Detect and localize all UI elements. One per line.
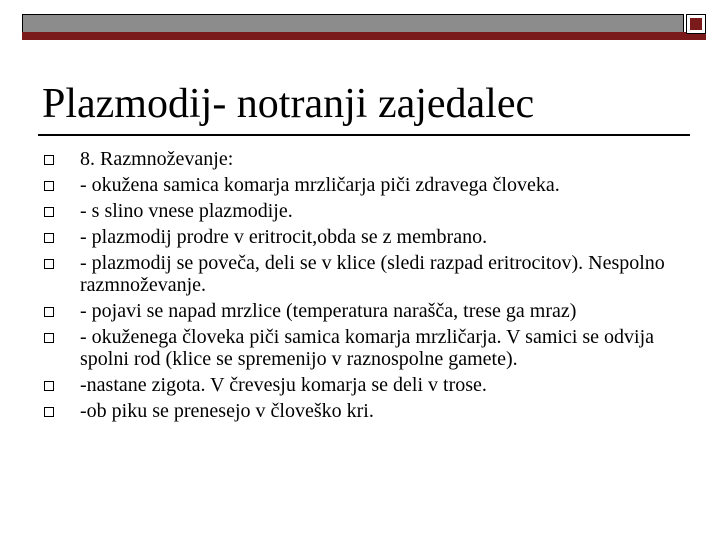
list-item: [42, 226, 692, 248]
list-item-text: - plazmodij prodre v eritrocit,obda se z membrano.: [80, 226, 488, 248]
list-item: [42, 374, 692, 396]
list-item-text: 8. Razmnoževanje:: [80, 148, 234, 170]
list-item: [42, 200, 692, 222]
hollow-square-icon: [44, 307, 54, 317]
list-item: [42, 148, 692, 170]
list-item-text: - okuženega človeka piči samica komarja mrzličarja. V samici se odvija spolni rod (klice se spremenijo v raznospolne gamete).: [80, 326, 655, 370]
title-divider: [38, 134, 690, 136]
hollow-square-icon: [44, 207, 54, 217]
hollow-square-icon: [44, 333, 54, 343]
hollow-square-icon: [44, 381, 54, 391]
list-item-text: - s slino vnese plazmodije.: [80, 200, 293, 222]
list-item-text: - pojavi se napad mrzlice (temperatura narašča, trese ga mraz): [80, 300, 577, 322]
bullet-list: [42, 148, 692, 426]
list-item-text: - okužena samica komarja mrzličarja piči zdravega človeka.: [80, 174, 560, 196]
list-item-text: -nastane zigota. V črevesju komarja se deli v trose.: [80, 374, 487, 396]
header-red-bar: [22, 32, 706, 40]
hollow-square-icon: [44, 155, 54, 165]
hollow-square-icon: [44, 259, 54, 269]
list-item: [42, 400, 692, 422]
list-item: [42, 326, 692, 370]
list-item-text: -ob piku se prenesejo v človeško kri.: [80, 400, 374, 422]
slide-title: Plazmodij- notranji zajedalec: [42, 81, 535, 127]
list-item: [42, 252, 692, 296]
hollow-square-icon: [44, 233, 54, 243]
hollow-square-icon: [44, 407, 54, 417]
list-item: [42, 300, 692, 322]
corner-square-fill: [690, 18, 702, 30]
list-item: [42, 174, 692, 196]
list-item-text: - plazmodij se poveča, deli se v klice (sledi razpad eritrocitov). Nespolno razmnoževanje.: [80, 252, 665, 296]
header-corner-square: [686, 14, 706, 34]
hollow-square-icon: [44, 181, 54, 191]
